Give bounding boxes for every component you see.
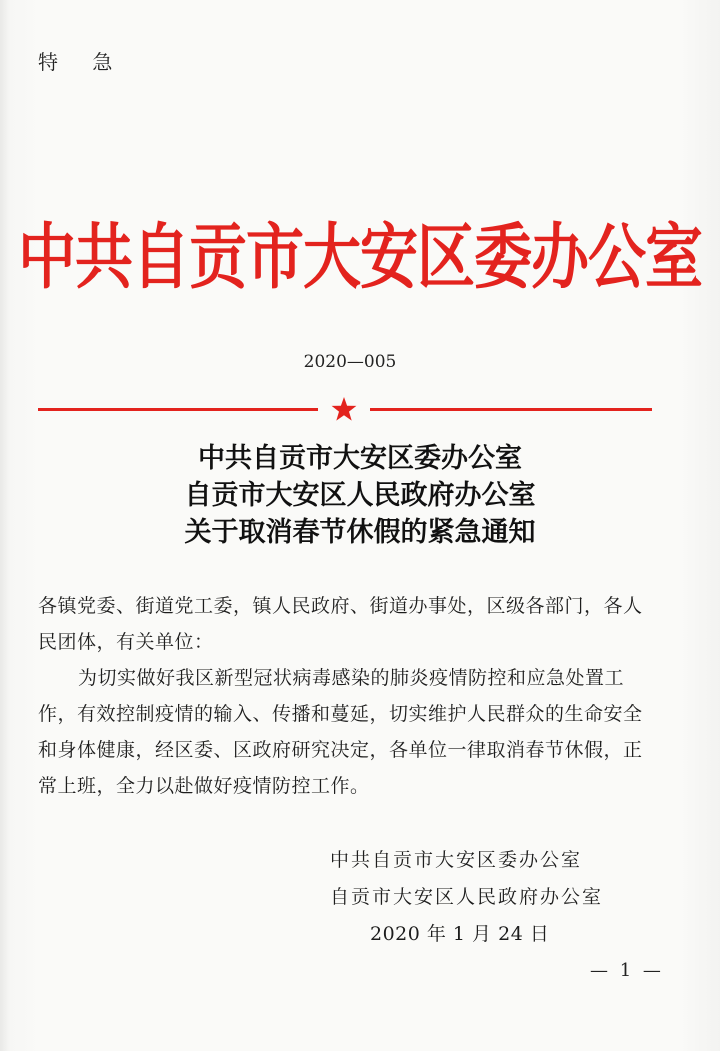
red-divider-right (370, 408, 652, 411)
body-paragraph: 为切实做好我区新型冠状病毒感染的肺炎疫情防控和应急处置工作，有效控制疫情的输入、传播和蔓延，切实维护人民群众的生命安全和身体健康，经区委、区政府研究决定，各单位一律取消春节休假，正常上班，全力以赴做好疫情防控工作。 (38, 667, 643, 797)
red-divider-left (38, 408, 318, 411)
page-number: — 1 — (590, 960, 664, 981)
title-line-3: 关于取消春节休假的紧急通知 (184, 517, 536, 548)
salutation: 各镇党委、街道党工委，镇人民政府、街道办事处，区级各部门，各人民团体，有关单位： (38, 595, 643, 653)
urgency-mark: 特 急 (38, 50, 127, 74)
red-star-icon (331, 396, 357, 422)
signatory-2: 自贡市大安区人民政府办公室 (330, 886, 604, 908)
title-line-1: 中共自贡市大安区委办公室 (198, 443, 522, 474)
signature-block (330, 842, 603, 953)
masthead-title: 中共自贡市大安区委办公室 (17, 215, 702, 299)
notice-body (38, 588, 660, 804)
notice-title (0, 440, 720, 551)
signatory-1: 中共自贡市大安区委办公室 (330, 849, 583, 871)
document-number: 2020—005 (303, 352, 397, 372)
title-line-2: 自贡市大安区人民政府办公室 (184, 480, 536, 511)
issue-date: 2020 年 1 月 24 日 (370, 923, 550, 945)
